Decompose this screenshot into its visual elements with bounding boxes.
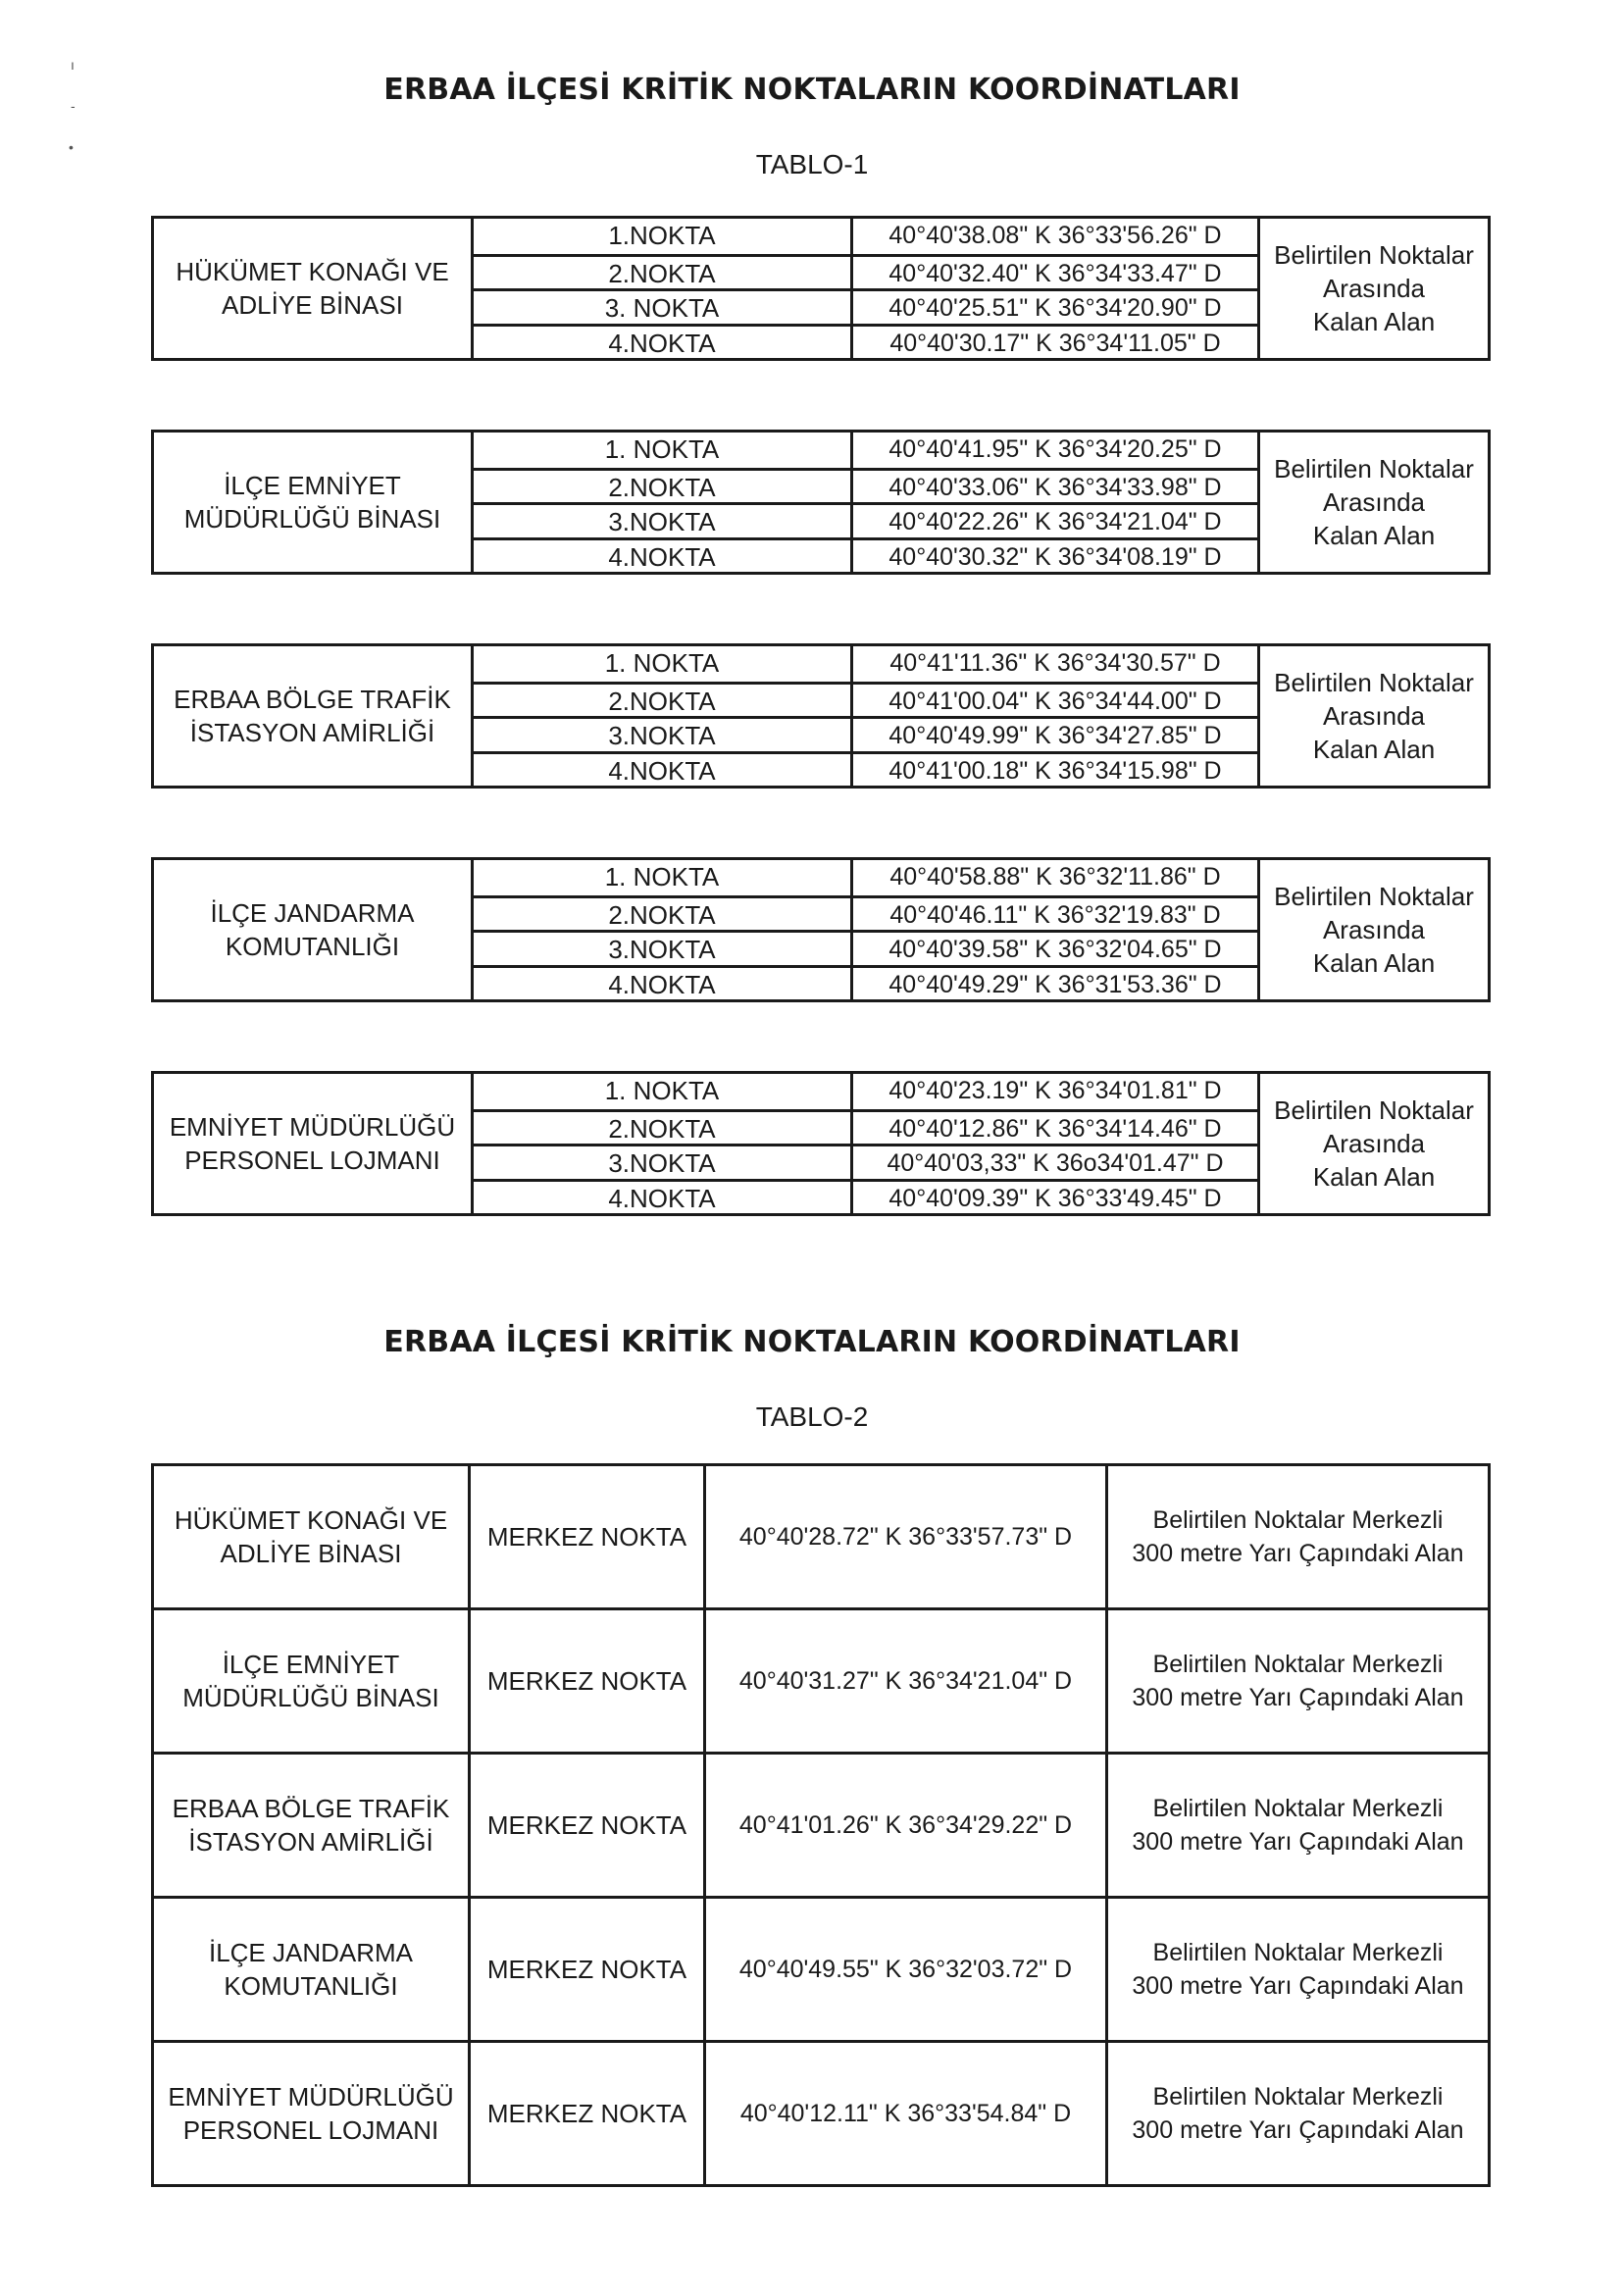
location-name: ERBAA BÖLGE TRAFİK İSTASYON AMİRLİĞİ	[153, 1754, 470, 1898]
point-row	[471, 324, 1260, 359]
area-description: Belirtilen Noktalar Merkezli 300 metre Yarı Çapındaki Alan	[1107, 1465, 1490, 1609]
point-row	[471, 502, 1260, 537]
point-coordinate: 40°40'41.95" K 36°34'20.25" D	[853, 433, 1260, 468]
point-label: 1. NOKTA	[471, 646, 853, 682]
point-row	[471, 716, 1260, 751]
table-1-block	[151, 430, 1491, 575]
table-row	[153, 1898, 1490, 2042]
scan-speck: ı	[71, 57, 75, 73]
point-coordinate: 40°40'12.11" K 36°33'54.84" D	[705, 2042, 1107, 2186]
point-coordinate: 40°40'30.17" K 36°34'11.05" D	[853, 327, 1260, 359]
point-coordinate: 40°40'25.51" K 36°34'20.90" D	[853, 291, 1260, 324]
area-description: Belirtilen Noktalar Arasında Kalan Alan	[1274, 240, 1474, 336]
table-row	[153, 1754, 1490, 1898]
point-label: MERKEZ NOKTA	[470, 2042, 705, 2186]
area-description: Belirtilen Noktalar Arasında Kalan Alan	[1274, 454, 1474, 550]
point-label: 4.NOKTA	[471, 754, 853, 787]
point-label: 1. NOKTA	[471, 433, 853, 468]
point-row	[471, 751, 1260, 787]
table-1-block	[151, 643, 1491, 789]
point-label: 2.NOKTA	[471, 257, 853, 289]
point-row	[471, 1109, 1260, 1145]
point-coordinate: 40°40'49.55" K 36°32'03.72" D	[705, 1898, 1107, 2042]
table-row	[153, 1465, 1490, 1609]
point-row	[471, 1144, 1260, 1179]
point-list	[471, 219, 1260, 358]
point-coordinate: 40°40'58.88" K 36°32'11.86" D	[853, 860, 1260, 895]
point-coordinate: 40°40'38.08" K 36°33'56.26" D	[853, 219, 1260, 254]
point-coordinate: 40°40'49.99" K 36°34'27.85" D	[853, 719, 1260, 751]
point-list	[471, 860, 1260, 999]
point-coordinate: 40°40'32.40" K 36°34'33.47" D	[853, 257, 1260, 289]
location-name: HÜKÜMET KONAĞI VE ADLİYE BİNASI	[153, 1465, 470, 1609]
point-list	[471, 1074, 1260, 1213]
point-coordinate: 40°40'30.32" K 36°34'08.19" D	[853, 540, 1260, 573]
point-coordinate: 40°40'03,33" K 36o34'01.47" D	[853, 1146, 1260, 1179]
point-coordinate: 40°40'22.26" K 36°34'21.04" D	[853, 505, 1260, 537]
point-label: 2.NOKTA	[471, 898, 853, 931]
point-row	[471, 433, 1260, 468]
point-row	[471, 682, 1260, 717]
point-coordinate: 40°41'00.18" K 36°34'15.98" D	[853, 754, 1260, 787]
point-row	[471, 468, 1260, 503]
area-description: Belirtilen Noktalar Merkezli 300 metre Yarı Çapındaki Alan	[1107, 1609, 1490, 1754]
point-label: 4.NOKTA	[471, 1182, 853, 1214]
point-coordinate: 40°40'31.27" K 36°34'21.04" D	[705, 1609, 1107, 1754]
point-label: 3. NOKTA	[471, 291, 853, 324]
point-row	[471, 965, 1260, 1000]
point-label: 2.NOKTA	[471, 471, 853, 503]
section-title: ERBAA İLÇESİ KRİTİK NOKTALARIN KOORDİNATLARI	[383, 1325, 1241, 1359]
point-label: 4.NOKTA	[471, 540, 853, 573]
point-label: 3.NOKTA	[471, 1146, 853, 1179]
point-row	[471, 254, 1260, 289]
area-description: Belirtilen Noktalar Merkezli 300 metre Yarı Çapındaki Alan	[1107, 2042, 1490, 2186]
location-name: EMNİYET MÜDÜRLÜĞÜ PERSONEL LOJMANI	[153, 2042, 470, 2186]
point-list	[471, 433, 1260, 572]
table-1-label: TABLO-1	[755, 149, 869, 179]
point-label: 4.NOKTA	[471, 327, 853, 359]
point-coordinate: 40°40'28.72" K 36°33'57.73" D	[705, 1465, 1107, 1609]
point-label: 3.NOKTA	[471, 933, 853, 965]
point-label: 3.NOKTA	[471, 505, 853, 537]
point-coordinate: 40°41'01.26" K 36°34'29.22" D	[705, 1754, 1107, 1898]
point-coordinate: 40°40'33.06" K 36°34'33.98" D	[853, 471, 1260, 503]
location-name: İLÇE EMNİYET MÜDÜRLÜĞÜ BİNASI	[183, 471, 441, 534]
scan-speck: •	[69, 139, 74, 155]
location-name: EMNİYET MÜDÜRLÜĞÜ PERSONEL LOJMANI	[169, 1112, 456, 1175]
point-coordinate: 40°40'39.58" K 36°32'04.65" D	[853, 933, 1260, 965]
table-1-block	[151, 216, 1491, 361]
area-description: Belirtilen Noktalar Arasında Kalan Alan	[1274, 1095, 1474, 1192]
point-row	[471, 1074, 1260, 1109]
point-label: MERKEZ NOKTA	[470, 1898, 705, 2042]
location-name: İLÇE JANDARMA KOMUTANLIĞI	[153, 1898, 470, 2042]
point-row	[471, 537, 1260, 573]
point-label: 1. NOKTA	[471, 1074, 853, 1109]
point-row	[471, 1179, 1260, 1214]
point-label: MERKEZ NOKTA	[470, 1465, 705, 1609]
point-coordinate: 40°40'09.39" K 36°33'49.45" D	[853, 1182, 1260, 1214]
page-title: ERBAA İLÇESİ KRİTİK NOKTALARIN KOORDİNATLARI	[383, 73, 1241, 107]
area-description: Belirtilen Noktalar Arasında Kalan Alan	[1274, 882, 1474, 978]
point-label: 2.NOKTA	[471, 685, 853, 717]
point-row	[471, 860, 1260, 895]
area-description: Belirtilen Noktalar Arasında Kalan Alan	[1274, 668, 1474, 764]
table-1-block	[151, 1071, 1491, 1216]
point-row	[471, 646, 1260, 682]
area-description: Belirtilen Noktalar Merkezli 300 metre Yarı Çapındaki Alan	[1107, 1754, 1490, 1898]
location-name: İLÇE JANDARMA KOMUTANLIĞI	[210, 898, 415, 961]
point-label: MERKEZ NOKTA	[470, 1754, 705, 1898]
area-description: Belirtilen Noktalar Merkezli 300 metre Yarı Çapındaki Alan	[1107, 1898, 1490, 2042]
table-2	[151, 1463, 1491, 2187]
point-label: 1.NOKTA	[471, 219, 853, 254]
scan-speck: -	[71, 98, 76, 114]
location-name: İLÇE EMNİYET MÜDÜRLÜĞÜ BİNASI	[153, 1609, 470, 1754]
point-coordinate: 40°40'23.19" K 36°34'01.81" D	[853, 1074, 1260, 1109]
point-row	[471, 219, 1260, 254]
point-label: 1. NOKTA	[471, 860, 853, 895]
point-coordinate: 40°40'46.11" K 36°32'19.83" D	[853, 898, 1260, 931]
point-row	[471, 930, 1260, 965]
point-label: 4.NOKTA	[471, 968, 853, 1000]
table-row	[153, 1609, 1490, 1754]
point-coordinate: 40°40'49.29" K 36°31'53.36" D	[853, 968, 1260, 1000]
point-row	[471, 288, 1260, 324]
point-label: 3.NOKTA	[471, 719, 853, 751]
point-coordinate: 40°40'12.86" K 36°34'14.46" D	[853, 1112, 1260, 1145]
point-coordinate: 40°41'11.36" K 36°34'30.57" D	[853, 646, 1260, 682]
point-coordinate: 40°41'00.04" K 36°34'44.00" D	[853, 685, 1260, 717]
table-2-label: TABLO-2	[755, 1401, 869, 1432]
point-list	[471, 646, 1260, 786]
point-label: 2.NOKTA	[471, 1112, 853, 1145]
location-name: ERBAA BÖLGE TRAFİK İSTASYON AMİRLİĞİ	[174, 685, 451, 747]
location-name: HÜKÜMET KONAĞI VE ADLİYE BİNASI	[176, 257, 449, 320]
point-row	[471, 895, 1260, 931]
point-label: MERKEZ NOKTA	[470, 1609, 705, 1754]
table-row	[153, 2042, 1490, 2186]
table-1-block	[151, 857, 1491, 1002]
